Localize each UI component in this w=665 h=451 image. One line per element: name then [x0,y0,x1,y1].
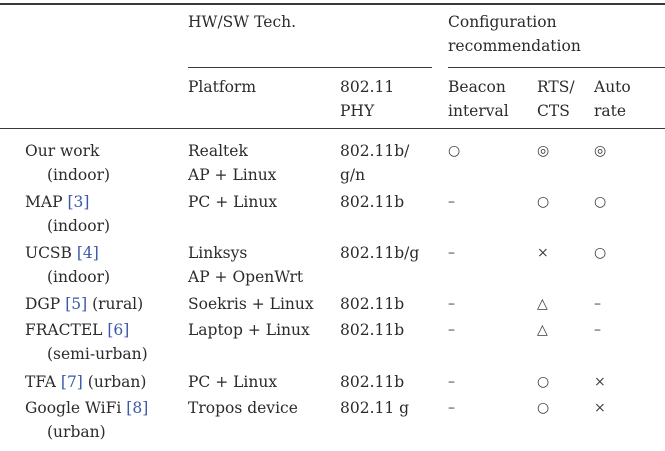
rts-cts-mark: △ [537,322,548,338]
deployment-qualifier: (indoor) [47,268,111,286]
auto-rate-mark: × [594,374,606,390]
group-rule-hwsw [188,67,432,68]
citation-link[interactable]: [7] [60,373,83,391]
beacon-interval-mark: ○ [448,143,461,159]
system-name-cell [25,293,143,316]
header-bottom-rule [0,128,665,129]
platform-line2: AP + OpenWrt [188,268,304,286]
deployment-qualifier: (semi-urban) [47,345,148,363]
header-rts-line1: RTS/ [537,78,575,96]
platform-line1: PC + Linux [188,193,278,211]
deployment-qualifier: (urban) [87,373,147,391]
auto-rate-mark: ○ [594,194,607,210]
deployment-qualifier: (indoor) [47,166,111,184]
platform-line2: AP + Linux [188,166,277,184]
system-name-cell [25,140,99,163]
auto-rate-mark: – [594,322,601,338]
system-name-cell [25,371,146,394]
beacon-interval-mark: – [448,322,455,338]
system-name-cell [25,397,148,420]
beacon-interval-mark: – [448,374,455,390]
auto-rate-mark: ○ [594,245,607,261]
header-auto-line2: rate [594,102,627,120]
rts-cts-mark: ○ [537,194,550,210]
system-name: Google WiFi [25,399,122,417]
phy-line1: 802.11b/ [340,142,410,160]
deployment-qualifier: (indoor) [47,217,111,235]
platform-line1: Linksys [188,244,248,262]
header-phy-line1: 802.11 [340,78,395,96]
header-group-hwsw: HW/SW Tech. [188,13,297,31]
system-name: UCSB [25,244,72,262]
phy-line1: 802.11 g [340,399,410,417]
system-name-cell [25,242,99,265]
system-name: Our work [25,142,100,160]
phy-line1: 802.11b [340,321,405,339]
beacon-interval-mark: – [448,400,455,416]
system-name: MAP [25,193,63,211]
auto-rate-mark: – [594,296,601,312]
citation-link[interactable]: [8] [126,399,149,417]
header-platform: Platform [188,78,257,96]
platform-line1: Realtek [188,142,248,160]
beacon-interval-mark: – [448,296,455,312]
phy-line1: 802.11b [340,373,405,391]
platform-line1: PC + Linux [188,373,278,391]
auto-rate-mark: ◎ [594,143,607,159]
phy-line1: 802.11b [340,193,405,211]
system-name: TFA [25,373,56,391]
header-auto-line1: Auto [594,78,631,96]
system-name-cell [25,319,129,342]
rts-cts-mark: ○ [537,400,550,416]
beacon-interval-mark: – [448,194,455,210]
top-rule [0,3,665,5]
header-beacon-line2: interval [448,102,509,120]
rts-cts-mark: × [537,245,549,261]
phy-line1: 802.11b [340,295,405,313]
group-rule-config [448,67,665,68]
header-group-config-line2: recommendation [448,37,581,55]
rts-cts-mark: ○ [537,374,550,390]
citation-link[interactable]: [4] [76,244,99,262]
phy-line2: g/n [340,166,366,184]
rts-cts-mark: △ [537,296,548,312]
header-rts-line2: CTS [537,102,570,120]
citation-link[interactable]: [6] [107,321,130,339]
header-beacon-line1: Beacon [448,78,506,96]
beacon-interval-mark: – [448,245,455,261]
platform-line1: Soekris + Linux [188,295,314,313]
auto-rate-mark: × [594,400,606,416]
phy-line1: 802.11b/g [340,244,420,262]
system-name: FRACTEL [25,321,103,339]
platform-line1: Tropos device [188,399,298,417]
rts-cts-mark: ◎ [537,143,550,159]
header-group-config-line1: Configuration [448,13,557,31]
platform-line1: Laptop + Linux [188,321,310,339]
deployment-qualifier: (urban) [47,423,106,441]
system-name: DGP [25,295,61,313]
deployment-qualifier: (rural) [92,295,144,313]
citation-link[interactable]: [5] [65,295,88,313]
header-phy-line2: PHY [340,102,375,120]
citation-link[interactable]: [3] [67,193,90,211]
system-name-cell [25,191,89,214]
